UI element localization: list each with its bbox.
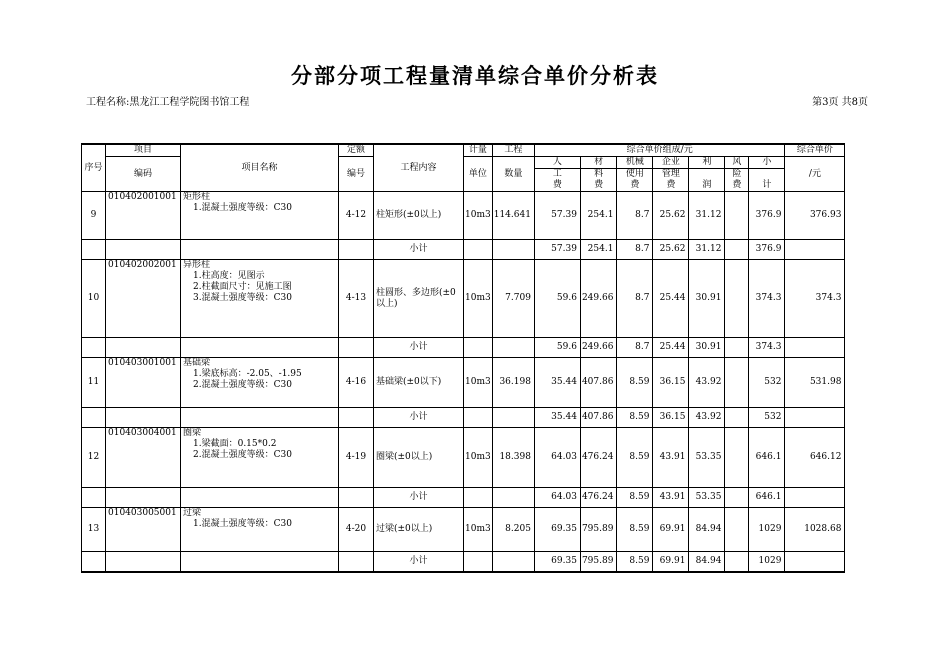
header-unit-top: 计量 [464,144,493,157]
item-unit-price: 646.12 [785,428,845,488]
sum-mgmt: 43.91 [653,488,689,508]
item-desc-line: 2.柱截面尺寸：见施工图 [193,282,292,292]
item-desc-line: 2.混凝土强度等级：C30 [193,450,292,460]
sum-profit: 43.92 [689,408,725,428]
table-row [82,428,845,488]
item-mgmt: 25.44 [653,260,689,338]
header-labor: 工 费 [534,169,580,192]
subtotal-label: 小计 [374,408,464,428]
item-name: 圈梁 [183,428,202,438]
sum-labor: 59.6 [534,338,580,358]
item-desc-line: 1.梁截面：0.15*0.2 [193,439,277,449]
sum-subtotal: 532 [749,408,785,428]
header-content: 工程内容 [374,144,464,192]
item-quota: 4-16 [339,358,374,408]
item-labor: 59.6 [534,260,580,338]
sum-material: 249.66 [580,338,617,358]
header-labor: 人 [534,157,580,169]
header-risk: 风 [725,157,749,169]
sum-risk [725,338,749,358]
item-subtotal: 1029 [749,508,785,552]
item-profit: 31.12 [689,192,725,240]
header-subtotal: 计 [749,169,785,192]
header-code-bottom: 编码 [106,157,181,192]
item-desc-line: 1.混凝土强度等级：C30 [193,519,292,529]
item-quota: 4-12 [339,192,374,240]
sum-subtotal: 374.3 [749,338,785,358]
item-seq: 11 [82,358,106,408]
item-content: 柱圆形、多边形(±0以上) [374,260,464,338]
sum-mgmt: 36.15 [653,408,689,428]
header-profit: 利 [689,157,725,169]
project-name: 工程名称:黑龙江工程学院图书馆工程 [86,97,250,108]
header-seq: 序号 [82,144,106,192]
item-subtotal: 374.3 [749,260,785,338]
item-code: 010402002001 [106,260,181,338]
item-risk [725,508,749,552]
sum-material: 407.86 [580,408,617,428]
sum-risk [725,488,749,508]
header-qty-top: 工程 [492,144,534,157]
item-material: 407.86 [580,358,617,408]
item-risk [725,192,749,240]
header-unit-price-top: 综合单价 [785,144,845,157]
header-material: 料 费 [580,169,617,192]
item-mgmt: 43.91 [653,428,689,488]
sum-machine: 8.59 [617,488,653,508]
item-profit: 53.35 [689,428,725,488]
sum-labor: 57.39 [534,240,580,260]
sum-risk [725,552,749,572]
table-row [82,508,845,552]
item-desc-line: 3.混凝土强度等级：C30 [193,293,292,303]
sum-machine: 8.59 [617,408,653,428]
sum-machine: 8.7 [617,240,653,260]
item-name: 异形柱 [183,260,211,270]
header-machine: 使用 费 [617,169,653,192]
subtotal-row [82,408,845,428]
page-info: 第3页 共8页 [812,97,868,108]
item-unit: 10m3 [464,428,493,488]
item-unit: 10m3 [464,192,493,240]
sum-machine: 8.7 [617,338,653,358]
sum-mgmt: 25.62 [653,240,689,260]
sum-material: 476.24 [580,488,617,508]
item-machine: 8.59 [617,508,653,552]
item-qty: 18.398 [492,428,534,488]
item-subtotal: 532 [749,358,785,408]
header-mgmt: 管理 费 [653,169,689,192]
report-title: 分部分项工程量清单综合单价分析表 [291,63,659,88]
item-name-cell [181,192,339,240]
item-risk [725,428,749,488]
header-unit-bottom: 单位 [464,157,493,192]
item-unit-price: 374.3 [785,260,845,338]
item-material: 249.66 [580,260,617,338]
header-profit: 润 [689,169,725,192]
item-name-cell [181,508,339,552]
sum-subtotal: 1029 [749,552,785,572]
item-desc-line: 1.柱高度：见图示 [193,271,265,281]
item-seq: 13 [82,508,106,552]
item-mgmt: 36.15 [653,358,689,408]
item-quota: 4-20 [339,508,374,552]
item-content: 圈梁(±0以上) [374,428,464,488]
item-material: 476.24 [580,428,617,488]
sum-machine: 8.59 [617,552,653,572]
header-quota-bottom: 编号 [339,157,374,192]
sum-labor: 64.03 [534,488,580,508]
sum-labor: 69.35 [534,552,580,572]
header-code-top: 项目 [106,144,181,157]
sum-material: 254.1 [580,240,617,260]
item-machine: 8.59 [617,428,653,488]
sum-profit: 31.12 [689,240,725,260]
header-machine: 机械 [617,157,653,169]
item-code: 010403005001 [106,508,181,552]
item-name-cell [181,260,339,338]
subtotal-row [82,240,845,260]
item-name-cell [181,428,339,488]
item-subtotal: 376.9 [749,192,785,240]
item-desc-line: 2.混凝土强度等级：C30 [193,380,292,390]
item-seq: 12 [82,428,106,488]
header-risk: 险 费 [725,169,749,192]
item-name: 过梁 [183,508,202,518]
sum-risk [725,240,749,260]
item-code: 010403001001 [106,358,181,408]
item-name: 矩形柱 [183,192,211,202]
item-desc-line: 1.混凝土强度等级：C30 [193,203,292,213]
subtotal-row [82,488,845,508]
item-material: 254.1 [580,192,617,240]
item-mgmt: 25.62 [653,192,689,240]
item-machine: 8.7 [617,260,653,338]
item-risk [725,260,749,338]
item-quota: 4-19 [339,428,374,488]
item-qty: 36.198 [492,358,534,408]
item-code: 010403004001 [106,428,181,488]
item-unit: 10m3 [464,508,493,552]
header-row [82,144,845,157]
header-name: 项目名称 [181,144,339,192]
subtotal-label: 小计 [374,552,464,572]
cost-analysis-table [81,143,845,573]
item-risk [725,358,749,408]
item-machine: 8.59 [617,358,653,408]
sum-profit: 53.35 [689,488,725,508]
item-name: 基础梁 [183,358,211,368]
item-labor: 57.39 [534,192,580,240]
item-profit: 43.92 [689,358,725,408]
item-qty: 114.641 [492,192,534,240]
sum-profit: 84.94 [689,552,725,572]
subtotal-label: 小计 [374,338,464,358]
item-machine: 8.7 [617,192,653,240]
item-seq: 10 [82,260,106,338]
table-row [82,192,845,240]
item-code: 010402001001 [106,192,181,240]
item-labor: 35.44 [534,358,580,408]
item-unit-price: 531.98 [785,358,845,408]
item-desc-line: 1.梁底标高：-2.05、-1.95 [193,369,302,379]
item-content: 柱矩形(±0以上) [374,192,464,240]
header-mgmt: 企业 [653,157,689,169]
subtotal-label: 小计 [374,488,464,508]
item-unit: 10m3 [464,358,493,408]
item-profit: 30.91 [689,260,725,338]
sum-subtotal: 376.9 [749,240,785,260]
sum-mgmt: 69.91 [653,552,689,572]
table-row [82,358,845,408]
subtotal-label: 小计 [374,240,464,260]
header-group: 综合单价组成/元 [534,144,785,157]
subtotal-row [82,552,845,572]
subtotal-row [82,338,845,358]
sum-profit: 30.91 [689,338,725,358]
item-material: 795.89 [580,508,617,552]
header-qty-bottom: 数量 [492,157,534,192]
table-row [82,260,845,338]
sum-subtotal: 646.1 [749,488,785,508]
item-profit: 84.94 [689,508,725,552]
header-unit-price-bottom: /元 [785,157,845,192]
header-quota-top: 定额 [339,144,374,157]
item-content: 基础梁(±0以下) [374,358,464,408]
item-unit: 10m3 [464,260,493,338]
item-content: 过梁(±0以上) [374,508,464,552]
item-labor: 69.35 [534,508,580,552]
item-name-cell [181,358,339,408]
item-seq: 9 [82,192,106,240]
header-material: 材 [580,157,617,169]
item-mgmt: 69.91 [653,508,689,552]
item-qty: 8.205 [492,508,534,552]
item-qty: 7.709 [492,260,534,338]
header-subtotal: 小 [749,157,785,169]
item-unit-price: 1028.68 [785,508,845,552]
sum-mgmt: 25.44 [653,338,689,358]
item-quota: 4-13 [339,260,374,338]
item-unit-price: 376.93 [785,192,845,240]
sum-labor: 35.44 [534,408,580,428]
item-labor: 64.03 [534,428,580,488]
item-subtotal: 646.1 [749,428,785,488]
sum-risk [725,408,749,428]
sum-material: 795.89 [580,552,617,572]
